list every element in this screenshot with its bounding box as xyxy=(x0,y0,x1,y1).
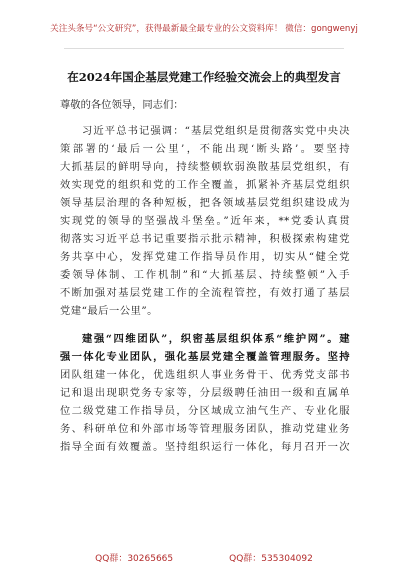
paragraph-line: 务共享中心，发挥党建工作指导员作用，切实从“健全党 xyxy=(60,251,350,263)
footer-qq-group-1: QQ群：30265665 xyxy=(95,554,174,564)
section-heading-line: 强一体化专业团队，强化基层党建全覆盖管理服务。坚持 xyxy=(60,351,350,363)
paragraph-line: 效实现党的组织和党的工作全覆盖，抓紧补齐基层党组织 xyxy=(60,179,350,191)
paragraph-line: 团队组建一体化，优选组织人事业务骨干、优秀党支部书 xyxy=(60,369,350,381)
footer-qq-group-2: QQ群：535304092 xyxy=(229,554,313,564)
paragraph-line: 务、科研单位和外部市场等管理服务团队，推动党建业务 xyxy=(60,423,350,435)
header-banner: 关注头条号“公文研究”，获得最新最全最专业的公文资料库！ 微信：gongwenyj xyxy=(50,24,358,34)
footer xyxy=(0,551,408,564)
paragraph-line: 指导全面有效覆盖。坚持组织运行一体化，每月召开一次 xyxy=(60,441,350,453)
document-title: 在2024年国企基层党建工作经验交流会上的典型发言 xyxy=(67,70,341,84)
paragraph-line: 彻落实习近平总书记重要指示批示精神，积极探索构建党 xyxy=(60,233,350,245)
paragraph-line: 委领导体制、工作机制”和“大抓基层、持续整顿”入手 xyxy=(60,269,350,281)
paragraph-line: 大抓基层的鲜明导向，持续整顿软弱涣散基层党组织，有 xyxy=(60,161,350,173)
paragraph-line: 实现党的领导的坚强战斗堡垒。”近年来，**党委认真贯 xyxy=(60,215,350,227)
salutation: 尊敬的各位领导，同志们： xyxy=(60,99,184,111)
paragraph-line: 党建“最后一公里”。 xyxy=(60,305,158,317)
paragraph-line: 习近平总书记强调：“基层党组织是贯彻落实党中央决 xyxy=(82,125,350,137)
section-heading-line: 建强“四维团队”，织密基层组织体系“维护网”。建 xyxy=(82,333,350,345)
paragraph-line: 策部署的‘最后一公里’，不能出现‘断头路’。要坚持 xyxy=(60,143,350,155)
paragraph-line: 记和退出现职党务专家等，分层级聘任油田一级和直属单 xyxy=(60,387,350,399)
paragraph-line: 不断加强对基层党建工作的全流程管控，有效打通了基层 xyxy=(60,287,350,299)
header-divider xyxy=(64,48,344,49)
paragraph-line: 领导基层治理的各种短板，把各领域基层党组织建设成为 xyxy=(60,197,350,209)
paragraph-line: 位二级党建工作指导员，分区域成立油气生产、专业化服 xyxy=(60,405,350,417)
